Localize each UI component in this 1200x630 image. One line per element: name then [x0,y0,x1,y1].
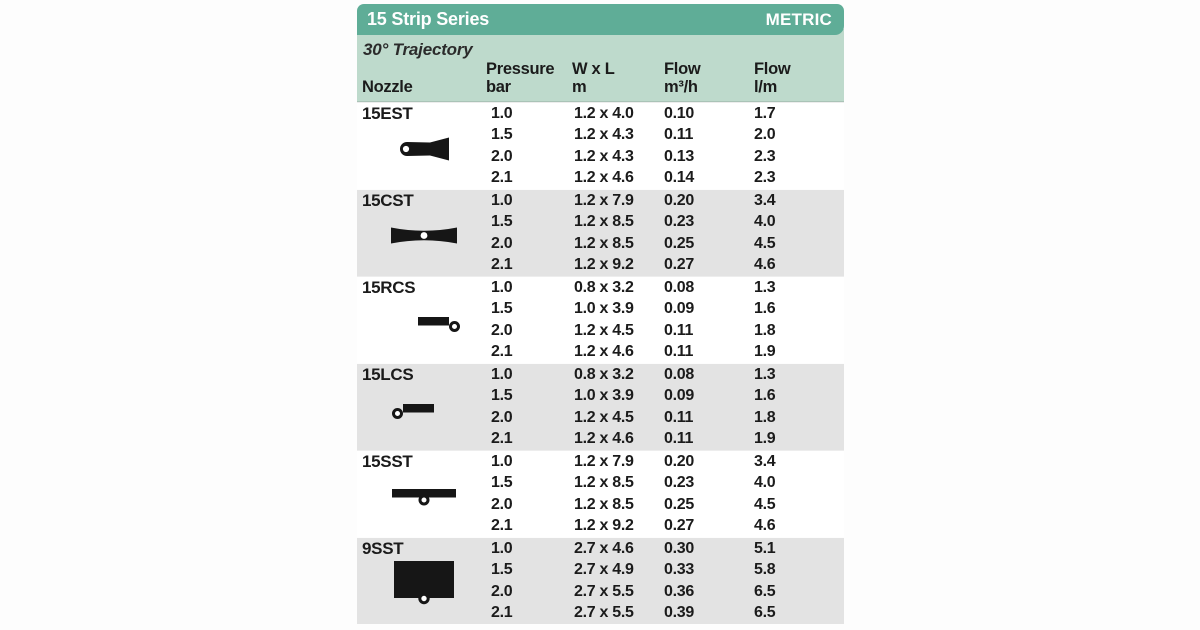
flow-lm-value: 1.9 [754,430,776,448]
wxl-value: 1.2 x 8.5 [574,495,634,513]
section-rows [491,277,844,363]
flow-m3h-value: 0.11 [664,126,694,144]
data-row [491,277,844,299]
nozzle-cell [357,190,491,276]
units-badge: METRIC [765,9,832,29]
pressure-value: 2.1 [491,343,513,361]
flow-m3h-value: 0.23 [664,474,694,492]
wxl-value: 1.2 x 8.5 [574,474,634,492]
table-title: 15 Strip Series [367,9,490,29]
flow-m3h-value: 0.25 [664,495,694,513]
flow-m3h-value: 0.25 [664,234,694,252]
column-header-nozzle: Nozzle [362,78,413,97]
section-rows [491,364,844,450]
column-header-pressure: Pressure bar [486,60,555,97]
data-row [491,255,844,277]
flow-lm-value: 1.6 [754,387,776,405]
flow-m3h-value: 0.27 [664,256,694,274]
pressure-value: 2.1 [491,169,513,187]
flow-m3h-value: 0.27 [664,517,694,535]
wxl-value: 1.2 x 4.3 [574,147,634,165]
flow-lm-value: 6.5 [754,582,776,600]
data-row [491,451,844,473]
nozzle-cell [357,277,491,363]
table-subheader [357,29,844,102]
section-rows [491,538,844,624]
flow-lm-value: 1.8 [754,408,776,426]
nozzle-name: 15LCS [362,364,414,384]
flow-lm-value: 3.4 [754,191,776,209]
pressure-value: 2.0 [491,147,513,165]
left-corner-strip-pattern-icon [390,400,434,420]
flow-lm-value: 5.8 [754,561,776,579]
nozzle-name: 15EST [362,103,413,123]
wxl-value: 1.2 x 7.9 [574,452,634,470]
pressure-value: 2.1 [491,256,513,274]
pressure-value: 2.0 [491,321,513,339]
flow-lm-value: 4.6 [754,256,776,274]
nozzle-section [357,537,844,624]
end-strip-pattern-icon [396,135,452,163]
wxl-value: 1.2 x 7.9 [574,191,634,209]
flow-m3h-value: 0.20 [664,452,694,470]
nozzle-cell [357,103,491,189]
flow-m3h-value: 0.33 [664,561,694,579]
data-row [491,212,844,234]
data-row [491,190,844,212]
flow-lm-value: 4.0 [754,474,776,492]
flow-lm-value: 1.3 [754,365,776,383]
nozzle-name: 9SST [362,538,404,558]
pressure-value: 2.0 [491,408,513,426]
table-title-bar [357,4,844,35]
wxl-value: 1.2 x 4.3 [574,126,634,144]
pressure-value: 1.5 [491,300,513,318]
flow-m3h-value: 0.30 [664,539,694,557]
flow-m3h-value: 0.10 [664,104,694,122]
wxl-value: 1.2 x 4.5 [574,408,634,426]
trajectory-label: 30° Trajectory [363,40,473,59]
section-rows [491,190,844,276]
flow-m3h-value: 0.09 [664,300,694,318]
flow-lm-value: 1.6 [754,300,776,318]
data-row [491,146,844,168]
data-row [491,364,844,386]
wxl-value: 1.2 x 8.5 [574,213,634,231]
data-row [491,538,844,560]
nozzle-cell [357,451,491,537]
nozzle-name: 15CST [362,190,414,210]
flow-m3h-value: 0.14 [664,169,694,187]
wide-side-strip-pattern-icon [394,561,454,607]
right-corner-strip-pattern-icon [418,313,462,333]
data-row [491,429,844,451]
flow-m3h-value: 0.11 [664,408,694,426]
flow-lm-value: 2.3 [754,147,776,165]
flow-lm-value: 6.5 [754,604,776,622]
flow-lm-value: 1.9 [754,343,776,361]
pressure-value: 1.5 [491,126,513,144]
data-row [491,386,844,408]
flow-lm-value: 5.1 [754,539,776,557]
pressure-value: 2.0 [491,582,513,600]
data-row [491,168,844,190]
wxl-value: 2.7 x 4.6 [574,539,634,557]
pressure-value: 2.1 [491,517,513,535]
nozzle-section [357,276,844,363]
wxl-value: 1.2 x 9.2 [574,256,634,274]
flow-m3h-value: 0.11 [664,321,694,339]
column-header-wxl: W x L m [572,60,615,97]
pressure-value: 1.0 [491,191,513,209]
wxl-value: 1.2 x 9.2 [574,517,634,535]
flow-m3h-value: 0.08 [664,365,694,383]
pressure-value: 2.1 [491,604,513,622]
nozzle-sections [357,102,844,624]
nozzle-cell [357,538,491,624]
section-rows [491,451,844,537]
flow-lm-value: 4.5 [754,495,776,513]
data-row [491,233,844,255]
flow-lm-value: 2.3 [754,169,776,187]
pressure-value: 1.5 [491,387,513,405]
nozzle-section [357,189,844,276]
flow-lm-value: 1.8 [754,321,776,339]
wxl-value: 2.7 x 4.9 [574,561,634,579]
flow-lm-value: 4.5 [754,234,776,252]
flow-lm-value: 4.0 [754,213,776,231]
nozzle-spec-sheet [357,4,844,624]
flow-lm-value: 1.7 [754,104,776,122]
wxl-value: 1.2 x 4.6 [574,169,634,187]
pressure-value: 1.5 [491,213,513,231]
pressure-value: 1.5 [491,474,513,492]
data-row [491,342,844,364]
wxl-value: 1.2 x 8.5 [574,234,634,252]
flow-m3h-value: 0.08 [664,278,694,296]
nozzle-section [357,363,844,450]
data-row [491,125,844,147]
wxl-value: 1.0 x 3.9 [574,300,634,318]
flow-lm-value: 1.3 [754,278,776,296]
wxl-value: 1.2 x 4.0 [574,104,634,122]
data-row [491,581,844,603]
flow-m3h-value: 0.13 [664,147,694,165]
wxl-value: 1.0 x 3.9 [574,387,634,405]
center-strip-pattern-icon [391,227,457,244]
pressure-value: 2.0 [491,234,513,252]
wxl-value: 0.8 x 3.2 [574,278,634,296]
pressure-value: 1.0 [491,539,513,557]
data-row [491,603,844,625]
nozzle-section [357,450,844,537]
data-row [491,560,844,582]
column-header-flow-lm: Flow l/m [754,60,791,97]
flow-m3h-value: 0.23 [664,213,694,231]
data-row [491,494,844,516]
data-row [491,516,844,538]
wxl-value: 1.2 x 4.5 [574,321,634,339]
nozzle-cell [357,364,491,450]
flow-lm-value: 2.0 [754,126,776,144]
pressure-value: 1.0 [491,104,513,122]
wxl-value: 2.7 x 5.5 [574,604,634,622]
flow-m3h-value: 0.11 [664,430,694,448]
side-strip-pattern-icon [392,487,456,507]
pressure-value: 2.1 [491,430,513,448]
data-row [491,407,844,429]
wxl-value: 0.8 x 3.2 [574,365,634,383]
flow-m3h-value: 0.11 [664,343,694,361]
flow-m3h-value: 0.09 [664,387,694,405]
section-rows [491,103,844,189]
pressure-value: 1.5 [491,561,513,579]
flow-lm-value: 4.6 [754,517,776,535]
pressure-value: 1.0 [491,365,513,383]
pressure-value: 2.0 [491,495,513,513]
flow-m3h-value: 0.39 [664,604,694,622]
pressure-value: 1.0 [491,452,513,470]
data-row [491,320,844,342]
wxl-value: 1.2 x 4.6 [574,430,634,448]
nozzle-name: 15RCS [362,277,416,297]
wxl-value: 1.2 x 4.6 [574,343,634,361]
data-row [491,473,844,495]
flow-lm-value: 3.4 [754,452,776,470]
nozzle-name: 15SST [362,451,413,471]
nozzle-section [357,102,844,189]
pressure-value: 1.0 [491,278,513,296]
data-row [491,299,844,321]
flow-m3h-value: 0.20 [664,191,694,209]
column-header-flow-m3h: Flow m³/h [664,60,701,97]
column-headers [357,60,844,99]
data-row [491,103,844,125]
flow-m3h-value: 0.36 [664,582,694,600]
wxl-value: 2.7 x 5.5 [574,582,634,600]
